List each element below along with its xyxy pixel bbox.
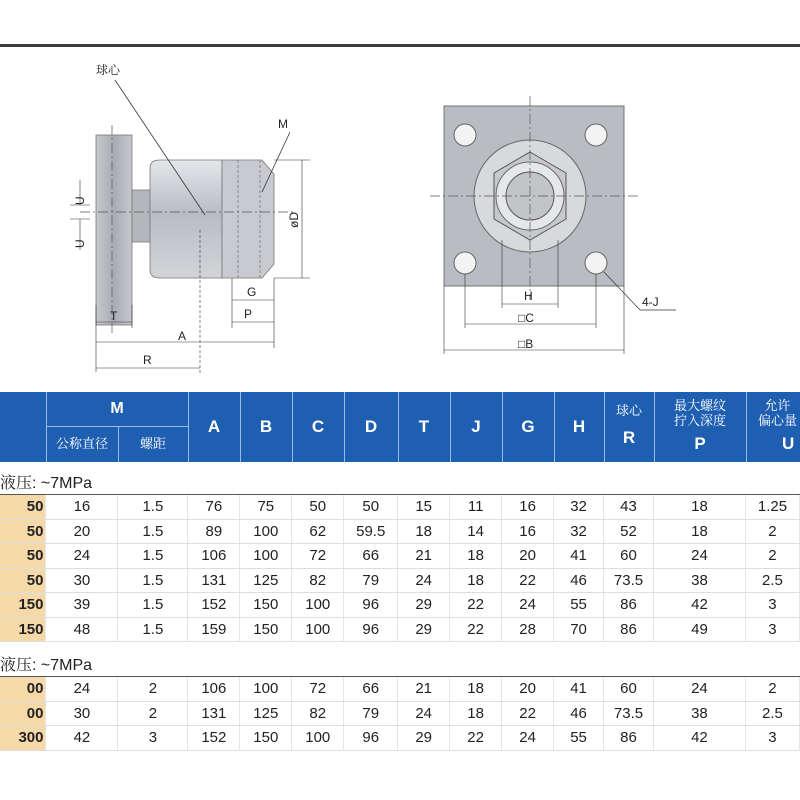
header-m-nominal: 公称直径 (55, 436, 108, 452)
c-label: □C (518, 311, 534, 325)
value-cell: 48 (46, 617, 118, 642)
top-divider (0, 44, 800, 47)
model-cell: 300 (0, 726, 46, 751)
front-view (430, 96, 676, 354)
value-cell: 38 (653, 701, 745, 726)
value-cell: 24 (654, 544, 746, 569)
value-cell: 73.5 (604, 701, 654, 726)
value-cell: 55 (554, 726, 604, 751)
flange (96, 135, 132, 325)
value-cell: 125 (240, 701, 292, 726)
value-cell: 32 (554, 495, 604, 519)
value-cell: 2 (745, 544, 799, 569)
header-p-cn: 最大螺纹 拧入深度 (673, 398, 726, 428)
header-h: H (572, 417, 586, 437)
value-cell: 60 (604, 677, 654, 701)
value-cell: 22 (450, 617, 502, 642)
header-d: D (364, 417, 378, 437)
header-j: J (471, 417, 481, 437)
model-cell: 00 (0, 677, 46, 701)
value-cell: 159 (188, 617, 240, 642)
value-cell: 66 (344, 677, 398, 701)
header-t: T (418, 417, 430, 437)
u-bottom-label: U (73, 239, 87, 248)
value-cell: 106 (188, 677, 240, 701)
value-cell: 24 (398, 701, 450, 726)
value-cell: 55 (554, 593, 604, 618)
value-cell: 18 (450, 568, 502, 593)
value-cell: 89 (188, 519, 240, 544)
value-cell: 59.5 (344, 519, 398, 544)
header-p: P (694, 434, 706, 454)
value-cell: 30 (46, 568, 118, 593)
value-cell: 20 (502, 677, 554, 701)
value-cell: 46 (554, 568, 604, 593)
value-cell: 2 (745, 519, 799, 544)
table-header (0, 392, 800, 462)
section-2-rows (0, 677, 800, 751)
table-row (0, 593, 800, 618)
value-cell: 22 (450, 593, 502, 618)
value-cell: 52 (604, 519, 654, 544)
value-cell: 3 (745, 617, 799, 642)
value-cell: 2 (118, 677, 188, 701)
header-r-cn: 球心 (615, 402, 642, 418)
header-c: C (311, 417, 325, 437)
value-cell: 1.5 (118, 519, 188, 544)
value-cell: 24 (398, 568, 450, 593)
model-cell: 00 (0, 701, 46, 726)
value-cell: 72 (292, 677, 344, 701)
value-cell: 16 (502, 495, 554, 519)
model-cell: 50 (0, 568, 46, 593)
value-cell: 22 (450, 726, 502, 751)
value-cell: 18 (450, 701, 502, 726)
table-row (0, 677, 800, 701)
model-cell: 150 (0, 593, 46, 618)
value-cell: 18 (450, 677, 502, 701)
ball-center-label: 球心 (96, 63, 121, 77)
value-cell: 14 (450, 519, 502, 544)
value-cell: 16 (46, 495, 118, 519)
value-cell: 42 (46, 726, 118, 751)
value-cell: 1.5 (118, 617, 188, 642)
table-row (0, 544, 800, 569)
value-cell: 73.5 (604, 568, 654, 593)
value-cell: 2 (118, 701, 188, 726)
header-r: R (622, 428, 636, 448)
a-label: A (178, 329, 187, 343)
value-cell: 24 (46, 677, 118, 701)
model-cell: 50 (0, 544, 46, 569)
value-cell: 42 (654, 593, 746, 618)
value-cell: 11 (450, 495, 502, 519)
value-cell: 50 (292, 495, 344, 519)
u-top-label: U (73, 196, 87, 205)
value-cell: 24 (502, 593, 554, 618)
nut (222, 160, 274, 278)
technical-drawings (0, 48, 800, 378)
value-cell: 1.5 (118, 568, 188, 593)
value-cell: 100 (292, 726, 344, 751)
value-cell: 1.5 (118, 544, 188, 569)
value-cell: 82 (292, 568, 344, 593)
value-cell: 24 (502, 726, 554, 751)
side-view (70, 62, 310, 374)
g-label: G (247, 285, 257, 299)
header-g: G (521, 417, 535, 437)
value-cell: 72 (292, 544, 344, 569)
value-cell: 46 (554, 701, 604, 726)
value-cell: 150 (240, 593, 292, 618)
value-cell: 16 (502, 519, 554, 544)
value-cell: 75 (240, 495, 292, 519)
value-cell: 29 (398, 617, 450, 642)
value-cell: 106 (188, 544, 240, 569)
value-cell: 100 (292, 617, 344, 642)
value-cell: 1.5 (118, 593, 188, 618)
value-cell: 1.5 (118, 495, 188, 519)
value-cell: 150 (240, 617, 292, 642)
header-u: U (782, 434, 795, 454)
value-cell: 21 (398, 544, 450, 569)
value-cell: 38 (654, 568, 746, 593)
value-cell: 96 (344, 593, 398, 618)
section-1-rows (0, 495, 800, 642)
value-cell: 125 (240, 568, 292, 593)
value-cell: 2.5 (745, 568, 799, 593)
value-cell: 96 (344, 726, 398, 751)
value-cell: 3 (745, 726, 799, 751)
value-cell: 76 (188, 495, 240, 519)
value-cell: 43 (604, 495, 654, 519)
value-cell: 66 (344, 544, 398, 569)
value-cell: 28 (502, 617, 554, 642)
value-cell: 79 (344, 701, 398, 726)
value-cell: 96 (344, 617, 398, 642)
value-cell: 70 (554, 617, 604, 642)
m-label: M (278, 117, 288, 131)
h-label: H (524, 289, 533, 303)
value-cell: 21 (398, 677, 450, 701)
value-cell: 29 (398, 593, 450, 618)
value-cell: 100 (292, 593, 344, 618)
value-cell: 82 (292, 701, 344, 726)
value-cell: 60 (604, 544, 654, 569)
value-cell: 20 (46, 519, 118, 544)
value-cell: 100 (240, 677, 292, 701)
value-cell: 29 (398, 726, 450, 751)
p-label: P (244, 307, 253, 321)
ball-body (150, 160, 222, 278)
value-cell: 2.5 (745, 701, 799, 726)
section-title: 液压: ~7MPa (0, 475, 93, 492)
value-cell: 3 (745, 593, 799, 618)
value-cell: 50 (344, 495, 398, 519)
table-row (0, 568, 800, 593)
value-cell: 39 (46, 593, 118, 618)
value-cell: 24 (653, 677, 745, 701)
table-row (0, 617, 800, 642)
value-cell: 32 (554, 519, 604, 544)
header-m: M (110, 399, 124, 417)
value-cell: 131 (188, 701, 240, 726)
header-a: A (207, 417, 221, 437)
phid-label: øD (287, 212, 301, 228)
value-cell: 24 (46, 544, 118, 569)
value-cell: 20 (502, 544, 554, 569)
value-cell: 3 (118, 726, 188, 751)
value-cell: 18 (398, 519, 450, 544)
value-cell: 152 (188, 593, 240, 618)
value-cell: 100 (240, 519, 292, 544)
model-cell: 50 (0, 519, 46, 544)
table-row (0, 726, 800, 751)
value-cell: 2 (745, 677, 799, 701)
b-label: □B (518, 337, 534, 351)
value-cell: 152 (188, 726, 240, 751)
value-cell: 49 (654, 617, 746, 642)
value-cell: 18 (450, 544, 502, 569)
header-u-cn: 允许 偏心量 (758, 398, 798, 428)
value-cell: 150 (240, 726, 292, 751)
table-row (0, 701, 800, 726)
value-cell: 86 (604, 617, 654, 642)
value-cell: 62 (292, 519, 344, 544)
value-cell: 100 (240, 544, 292, 569)
j-label: 4-J (642, 295, 659, 309)
value-cell: 1.25 (745, 495, 799, 519)
model-cell: 50 (0, 495, 46, 519)
value-cell: 18 (654, 495, 746, 519)
table-row (0, 519, 800, 544)
t-label: T (110, 309, 118, 323)
value-cell: 18 (654, 519, 746, 544)
header-m-pitch: 螺距 (139, 436, 166, 452)
section-title: 液压: ~7MPa (0, 657, 93, 674)
value-cell: 30 (46, 701, 118, 726)
value-cell: 41 (554, 544, 604, 569)
value-cell: 86 (604, 726, 654, 751)
value-cell: 86 (604, 593, 654, 618)
table-row (0, 495, 800, 519)
model-cell: 150 (0, 617, 46, 642)
value-cell: 131 (188, 568, 240, 593)
value-cell: 42 (653, 726, 745, 751)
value-cell: 41 (554, 677, 604, 701)
header-b: B (259, 417, 273, 437)
value-cell: 22 (502, 701, 554, 726)
r-label: R (143, 353, 152, 367)
value-cell: 22 (502, 568, 554, 593)
value-cell: 15 (398, 495, 450, 519)
value-cell: 79 (344, 568, 398, 593)
